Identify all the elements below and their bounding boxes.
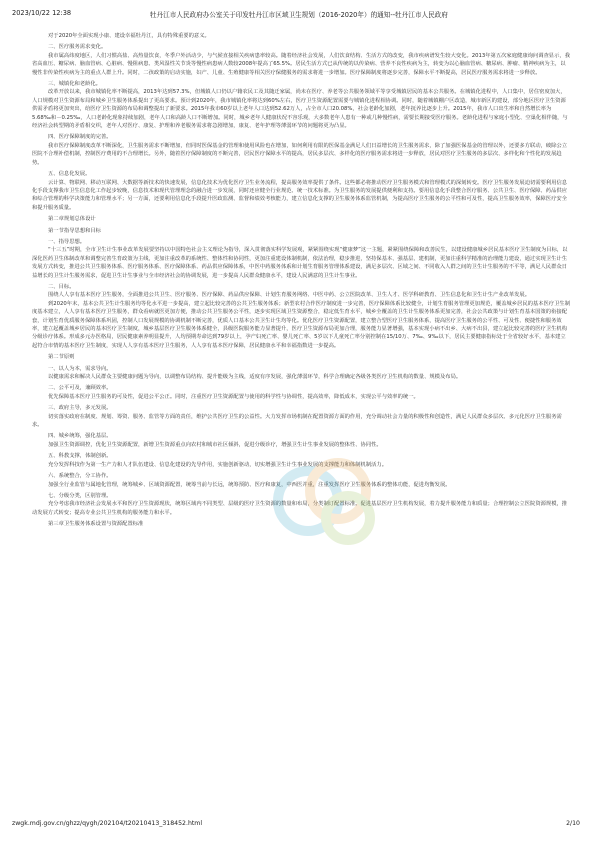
body-paragraph: 切实落实政府在制度、规划、筹资、服务、监管等方面的责任，维护公共医疗卫生的公益性。大力发挥市场机制在配置资源方面的作用，充分调动社会力量的积极性和创造性，满足人民群众多层次、多元化医疗卫生服务需求。 [32, 413, 562, 429]
body-paragraph: 改革开放以来，我市城镇化率不断提高，2013年达到57.3%，但城镇人口仍以户籍农民工及其随迁家属，尚未在医疗、养老等公共服务领域平等享受城镇居民的基本公共服务。在城镇化进程中，人口集中，居住密度加大，人口规模对卫生资源布局和城乡卫生服务体系提出了更高要求。预计到2020年，我市城镇化率将达到60%左右，医疗卫生资源配置需要与城镇化进程相协调。同时，随着城镇棚户区改造，城市新区的建设，部分地区医疗卫生资源供需矛盾将更加突出，给医疗卫生资源的布局和调整提出了新要求。2015年我市60岁以上老年人口达到52.62万人，占全市人口20.08%，社会老龄化加剧，老年抚养比逐步上升。2015年，我市人口出生率和自然增长率为5.68‰和－0.25‰，人口老龄化现象持续加剧，老年人口和高龄人口不断增加。同时，城乡老年人健康状况不容乐观，大多数老年人患有一种或几种慢性病，需要长期接受医疗服务。老龄化进程与家庭小型化、空巢化相伴随，与经济社会转型期的矛盾相交织，老年人对医疗、康复、护理和养老服务需求将急剧增加，康复、老年护理等薄弱环节的问题将更为凸显。 [32, 89, 568, 130]
section-heading: 第二章规划总体设计 [48, 216, 96, 223]
section-heading: 第二节原则 [48, 354, 75, 361]
print-datetime: 2023/10/22 12:38 [12, 9, 72, 17]
body-paragraph: 加强全行业监管与属地化管理，统筹城乡、区域资源配置，统筹当前与长远，统筹预防、医疗和康复，中西医并重，注重发挥医疗卫生服务体系的整体功能，促进均衡发展。 [48, 481, 451, 488]
body-paragraph: “十三五”时期，全市卫生计生事业改革发展要坚持以中国特色社会主义理论为指导，深入贯彻落实科学发展观，紧紧围绕实现“健康梦”这一主题，紧紧围绕保障和改善民生，以建设健康城乡居民基本医疗卫生制度为目标，以深化医药卫生体制改革和调整完善生育政策为主线，更加注重改革的系统性、整体性和协同性，更加注重建设体制机制，依法治理，稳步推进，坚持保基本、强基层、建机制，更加注重科学精准的治理能力建设，通过实现卫生计生发展方式转变，推进公共卫生服务体系、医疗服务体系、医疗保障体系、药品供应保障体系，中医中药服务体系和计划生育服务管理体系建设，满足多层次、区域之间、不同收入人群之间的卫生计生服务的不平等，满足人民群众日益增长的卫生计生服务需求，促进卫生计生事业与全市经济社会的协调发展，进一步提高人民群众健康水平，建设人民满意的卫生计生事业。 [32, 247, 568, 279]
document-body [32, 32, 570, 529]
section-heading: 三、政府主导，多元发展。 [48, 405, 112, 412]
section-heading: 第三章卫生服务体系设置与资源配置标准 [48, 521, 144, 528]
section-heading: 四、城乡统筹，强化基层。 [48, 433, 112, 440]
body-paragraph: 优先保障基本医疗卫生服务的可及性，促进公平公正。同时，注重医疗卫生资源配置与使用的科学性与协调性，提高效率，降低成本，实现公平与效率的统一。 [48, 393, 419, 400]
body-paragraph: 云计算、物联网、移动互联网、大数据等新技术的快速发展，信息化技术为优化医疗卫生业务流程，提高服务效率提供了条件。这些都必将推动医疗卫生服务模式和管理模式的深刻转变。医疗卫生服务发展迫切需要利用信息化手段支撑我市卫生信息化工作起步较晚，信息技术和现代管理理念的融合进一步发展，同时还应健全行业规范、统一技术标准。为卫生服务的发展提供便利和支持。要用信息化手段整合医疗服务、公共卫生、医疗保障、药品供应和综合管理的科学决策能力和管理水平；另一方面，还要利用信息化手段提升医政监测、监督和绩效考核能力，建立信息化支撑的卫生服务体系监管机制，为提高医疗卫生服务的公平性和可及性，提高卫生服务效率，保障医疗安全和提升服务质量。 [32, 179, 568, 211]
section-heading: 三、城镇化和老龄化。 [48, 81, 101, 88]
body-paragraph: 我市医疗保障制度改革不断深化，卫生服务需求不断增加，但同时医保基金的管理和使用风险也在增加，如何利用有限的医保基金满足人们日益增长的卫生服务需求，除了加强医保基金的管理以外，还要多方联动，破除公立医院不合理补偿机制，控制医疗费用的不合理增长。另外，随着医疗保障制度的不断完善，居民医疗保障水平的提高，居民多层次、多样化的医疗服务需求将进一步释放，居民对医疗卫生服务的多层次、多样化和个性化的发展趋势。 [32, 142, 568, 166]
browser-print-header [0, 9, 594, 21]
page-url: zwgk.mdj.gov.cn/ghzz/qygh/202104/t20210413_318452.html [12, 820, 203, 827]
section-heading: 六、系统整合，分工协作。 [48, 473, 112, 480]
section-heading: 第一节指导思想和目标 [48, 227, 101, 234]
page-title: 牡丹江市人民政府办公室关于印发牡丹江市区域卫生规划（2016-2020年）的通知--牡丹江市人民政府 [150, 11, 448, 19]
body-paragraph: 围绕人人享有基本医疗卫生服务，全面推进公共卫生、医疗服务、医疗保障、药品供应保障、计划生育服务网络、中医中药、公立医院改革、卫生人才、医学科研教育、卫生信息化和卫生计生产业改革发展。 [48, 292, 531, 299]
body-paragraph: 以健康需求和解决人民群众主要健康问题为导向，以调整布局结构、提升能级为主线，适度有序发展，强化薄弱环节，科学合理确定各级各类医疗卫生机构的数量、规模及布局。 [48, 374, 462, 381]
section-heading: 七、分级分类，区别管理。 [48, 492, 112, 499]
section-heading: 五、科教支撑，体制创新。 [48, 453, 112, 460]
section-heading: 四、医疗保障制度的完善。 [48, 134, 112, 141]
body-paragraph: 加强卫生资源调控，优化卫生资源配置，新增卫生资源重点向农村和城市社区倾斜，促进分级诊疗，增强卫生计生事业发展的整体性、协同性。 [48, 441, 382, 448]
body-paragraph: 到2020年末，基本公共卫生计生服务均等化水平进一步提高，建立起比较完善的公共卫生服务体系；新型农村合作医疗制度进一步完善，医疗保障体系比较健全，计划生育服务管理更加规范，覆盖城乡居民的基本医疗卫生制度基本建立，人人享有基本医疗卫生服务，群众看病就医更加方便，推动公共卫生服务公平性，逐步实现区域卫生资源整合，稳定低生育水平，城乡全覆盖的卫生计生服务体系更加完善，社会公共政策与计划生育基本国策的衔接配套，计划生育优质服务保障体系巩固，控制人口发展规模的协调机制不断完善，优质人口基本公共卫生计生均等化。优化医疗卫生资源配置，建立整合型医疗卫生服务体系，提高医疗卫生服务的公平性、可及性、便捷性和服务效率，建立起覆盖城乡居民的基本医疗卫生制度，城乡基层医疗卫生服务体系健全，县级医院服务能力显著提升，医疗卫生资源布局更加合理，服务能力显著增强，基本实现小病不出乡、大病不出县，建立起比较完善的医疗卫生机构分级诊疗体系。形成多元办医格局，居民健康素养明显提升，人均预期寿命达到79岁以上，孕产妇死亡率、婴儿死亡率、5岁以下儿童死亡率分别控制在15/10万、7‰、9‰以下，居民主要健康指标处于全省较好水平，基本建立起符合市情的基本医疗卫生制度，实现人人享有基本医疗卫生服务，人人享有基本医疗保障，居民健康水平和幸福指数进一步提高。 [32, 300, 570, 349]
section-heading: 一、指导思想。 [48, 238, 86, 245]
body-paragraph: 我市属高纬度地区，人们习惯高盐、高热量饮食，冬季户外活动少，与气候直接相关疾病患率较高。随着经济社会发展，人们饮食结构、生活方式的改变，我市疾病谱发生较大变化。2013年第五次家庭健康询问调查显示，我省高血压、糖尿病、脑血管病、心脏病、慢阻病患、类风湿性关节炎等慢性病患病人数较2008年提高了65.5%。居民生活方式已从传统的以传染病、营养不良性疾病为主，转变为以心脑血管病、糖尿病、肿瘤、精神疾病为主，以慢性非传染性疾病为主的重点人群上升。同时，二孩政策的启动实施，妇产、儿童、生殖健康等相关医疗保健服务的需求将进一步增加。医疗保障制度将逐步完善，保障水平不断提高，居民医疗服务需求将进一步释放。 [32, 52, 570, 76]
body-paragraph: 充分发挥科技作为第一生产力和人才队伍建设、信息化建设的先导作用，实施创新驱动，切实增强卫生计生事业发展的支撑能力和体制机制活力。 [48, 461, 388, 468]
section-heading: 二、医疗服务需求变化。 [48, 44, 107, 51]
section-heading: 二、目标。 [48, 283, 75, 290]
body-paragraph: 充分考虑我市经济社会发展水平和医疗卫生资源现状，统筹区域内不同类型、层级的医疗卫生资源的数量和布局，分类制订配置标准。促进基层医疗卫生机构发展，着力提升服务能力和质量；合理控制公立医院资源规模，推动发展方式转变；提高专业公共卫生机构的服务能力和水平。 [32, 501, 568, 516]
body-paragraph: 对于2020年全面实现小康、建设幸福牡丹江，具有特殊重要的意义。 [48, 33, 210, 39]
section-heading: 五、信息化发展。 [48, 171, 91, 178]
section-heading: 一、以人为本，需求导向。 [48, 365, 112, 372]
section-heading: 二、公平可及，兼顾效率。 [48, 385, 112, 392]
page-number: 2/10 [566, 820, 580, 827]
